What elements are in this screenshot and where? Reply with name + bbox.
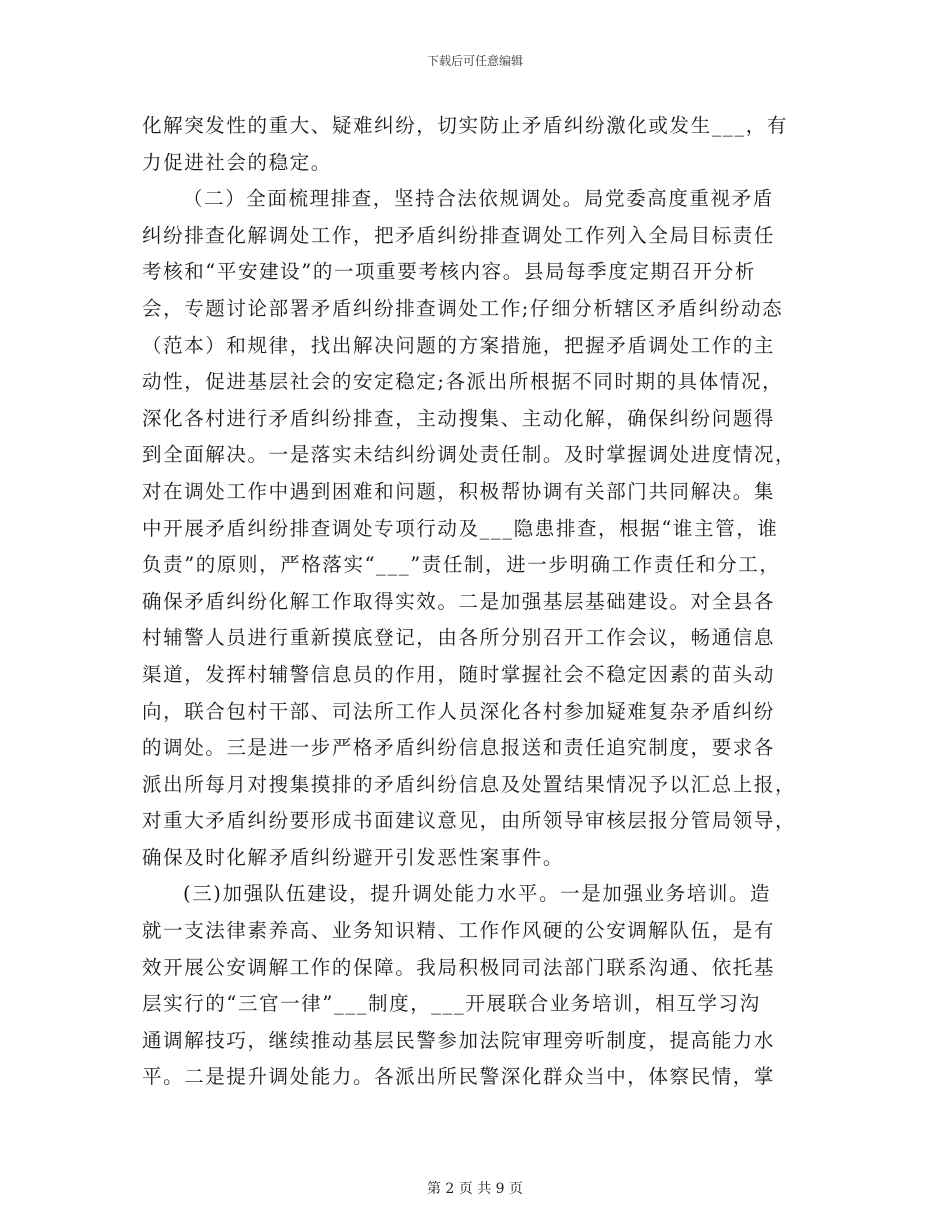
text-line: （范本）和规律，找出解决问题的方案措施，把握矛盾调处工作的主 [142, 333, 776, 357]
text-line: 层实行的“三官一律”___制度，___开展联合业务培训，相互学习沟 [142, 992, 761, 1016]
text-line: 确保矛盾纠纷化解工作取得实效。二是加强基层基础建设。对全县各 [142, 589, 776, 613]
text-line: 效开展公安调解工作的保障。我局积极同司法部门联系沟通、依托基 [142, 955, 776, 979]
text-line: 对重大矛盾纠纷要形成书面建议意见，由所领导审核层报分管局领导， [142, 809, 797, 833]
text-line: 负责”的原则，严格落实“___”责任制，进一步明确工作责任和分工， [142, 553, 781, 577]
text-line: 平。二是提升调处能力。各派出所民警深化群众当中，体察民情，掌 [142, 1065, 776, 1089]
text-line: 动性，促进基层社会的安定稳定;各派出所根据不同时期的具体情况， [142, 370, 784, 394]
document-body [142, 108, 810, 1096]
text-line: 通调解技巧，继续推动基层民警参加法院审理旁听制度，提高能力水 [142, 1028, 776, 1052]
page-footer: 第 2 页 共 9 页 [426, 1181, 524, 1197]
text-line: 向，联合包村干部、司法所工作人员深化各村参加疑难复杂矛盾纠纷 [142, 699, 776, 723]
text-line: 的调处。三是进一步严格矛盾纠纷信息报送和责任追究制度，要求各 [142, 736, 776, 760]
text-line: 就一支法律素养高、业务知识精、工作作风硬的公安调解队伍，是有 [142, 919, 776, 943]
text-line: 中开展矛盾纠纷排查调处专项行动及___隐患排查，根据“谁主管，谁 [142, 516, 779, 540]
text-line: 对在调处工作中遇到困难和问题，积极帮协调有关部门共同解决。集 [142, 479, 776, 503]
text-line: 力促进社会的稳定。 [142, 150, 332, 174]
text-line: 确保及时化解矛盾纠纷避开引发恶性案事件。 [142, 845, 565, 869]
text-line: 派出所每月对搜集摸排的矛盾纠纷信息及处置结果情况予以汇总上报， [142, 772, 797, 796]
text-line: 考核和“平安建设”的一项重要考核内容。县局每季度定期召开分析 [142, 260, 756, 284]
text-line: （二）全面梳理排查，坚持合法依规调处。局党委高度重视矛盾 [183, 187, 774, 211]
text-line: 纠纷排查化解调处工作，把矛盾纠纷排查调处工作列入全局目标责任 [142, 223, 776, 247]
text-line: 会，专题讨论部署矛盾纠纷排查调处工作;仔细分析辖区矛盾纠纷动态 [142, 296, 784, 320]
text-line: 化解突发性的重大、疑难纠纷，切实防止矛盾纠纷激化或发生___，有 [142, 114, 788, 137]
text-line: 深化各村进行矛盾纠纷排查，主动搜集、主动化解，确保纠纷问题得 [142, 406, 776, 430]
text-line: 到全面解决。一是落实未结纠纷调处责任制。及时掌握调处进度情况， [142, 443, 797, 467]
page-header: 下载后可任意编辑 [426, 54, 523, 68]
text-line: (三)加强队伍建设，提升调处能力水平。一是加强业务培训。造 [183, 882, 772, 906]
text-line: 渠道，发挥村辅警信息员的作用，随时掌握社会不稳定因素的苗头动 [142, 662, 776, 686]
text-line: 村辅警人员进行重新摸底登记，由各所分别召开工作会议，畅通信息 [142, 626, 776, 650]
